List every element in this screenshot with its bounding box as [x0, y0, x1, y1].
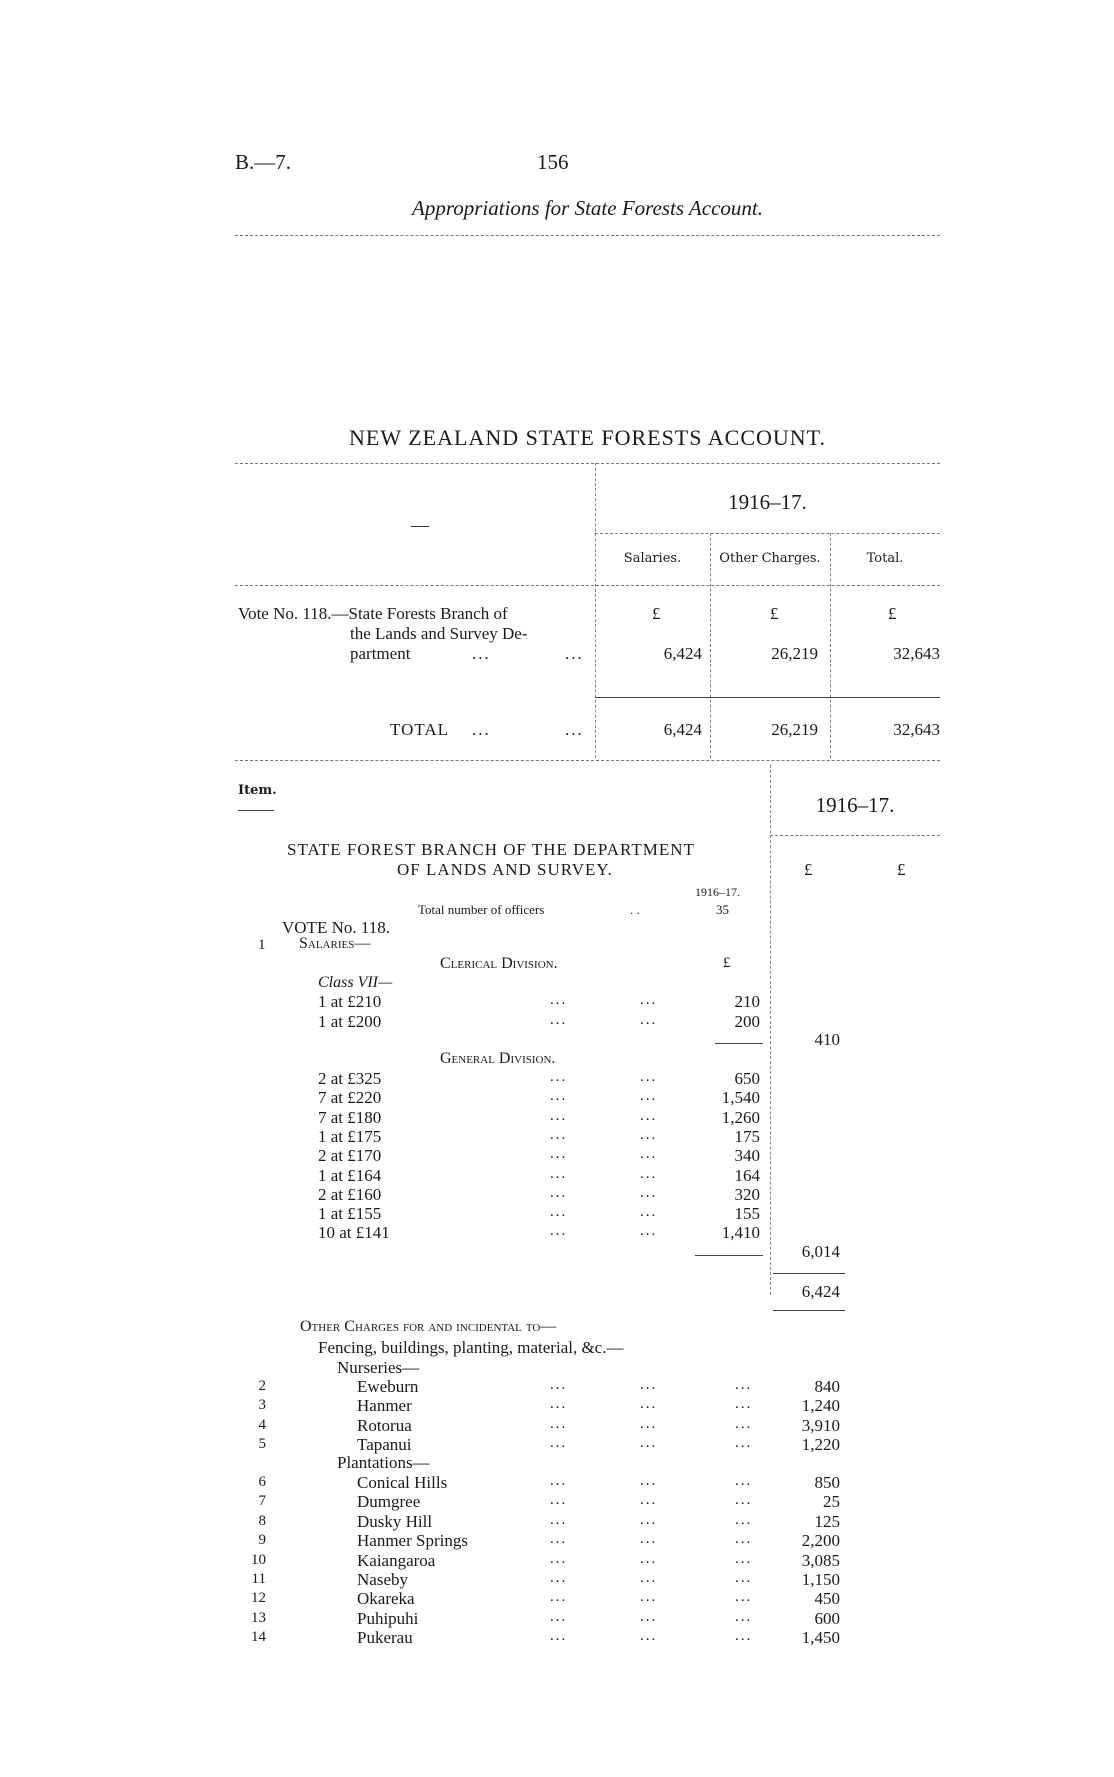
row-leader: ...: [735, 1589, 753, 1605]
currency-total: £: [888, 604, 897, 623]
salary-amount: 164: [734, 1166, 760, 1185]
location-name: Kaiangaroa: [357, 1551, 436, 1570]
total-leader-1: ...: [472, 720, 491, 739]
clerical-division-heading: Clerical Division.: [440, 955, 558, 972]
col-header-total: Total.: [866, 551, 904, 566]
row-leader: ...: [550, 1223, 568, 1239]
detail-currency-1: £: [804, 860, 813, 879]
row-leader: ...: [550, 1204, 568, 1220]
salary-rate-label: 7 at £220: [318, 1088, 382, 1107]
clerical-subtotal: 410: [814, 1030, 840, 1049]
col-header-salaries: Salaries.: [623, 551, 682, 566]
page-title: Appropriations for State Forests Account.: [412, 196, 763, 220]
row-leader: ...: [640, 1570, 658, 1586]
salary-amount: 650: [734, 1069, 760, 1088]
total-label: TOTAL: [390, 720, 450, 739]
summary-col-divider-3: [830, 533, 831, 758]
location-name: Dusky Hill: [357, 1512, 433, 1531]
branch-heading-line-1: STATE FOREST BRANCH OF THE DEPARTMENT: [287, 840, 695, 859]
location-name: Tapanui: [357, 1435, 412, 1454]
total-total: 32,643: [893, 720, 940, 739]
currency-other: £: [770, 604, 779, 623]
row-leader: ...: [550, 1435, 568, 1451]
row-leader: ...: [550, 1012, 568, 1028]
salary-rate-label: 7 at £180: [318, 1108, 382, 1127]
row-leader: ...: [640, 1551, 658, 1567]
currency-salaries: £: [652, 604, 661, 623]
location-name: Hanmer Springs: [357, 1531, 468, 1550]
row-leader: ...: [550, 1166, 568, 1182]
item-number: 9: [258, 1532, 266, 1548]
location-name: Conical Hills: [357, 1473, 448, 1492]
row-leader: ...: [735, 1473, 753, 1489]
row-leader: ...: [550, 1570, 568, 1586]
row-leader: ...: [735, 1628, 753, 1644]
salaries-total: 6,424: [801, 1282, 840, 1301]
row-leader: ...: [640, 1223, 658, 1239]
salary-rate-label: 1 at £155: [318, 1204, 382, 1223]
vote-line-1: Vote No. 118.—State Forests Branch of: [238, 604, 508, 623]
row-leader: ...: [550, 1185, 568, 1201]
item-number: 12: [251, 1590, 266, 1606]
row-leader: ...: [640, 1127, 658, 1143]
item-number: 5: [258, 1436, 266, 1452]
row-leader: ...: [550, 1512, 568, 1528]
row-leader: ...: [640, 1185, 658, 1201]
summary-year: 1916–17.: [728, 490, 807, 514]
row-leader: ...: [735, 1570, 753, 1586]
header-rule: [235, 235, 940, 236]
col-header-other-charges: Other Charges.: [719, 551, 821, 566]
salary-amount: 210: [734, 992, 760, 1011]
vote-salaries: 6,424: [663, 644, 702, 663]
summary-top-rule: [235, 463, 940, 464]
total-other-charges: 26,219: [771, 720, 818, 739]
row-leader: ...: [735, 1416, 753, 1432]
vote-leader-1: ...: [472, 644, 491, 663]
row-leader: ...: [550, 1492, 568, 1508]
salary-rate-label: 2 at £160: [318, 1185, 382, 1204]
row-leader: ...: [640, 1012, 658, 1028]
salary-amount: 1,410: [721, 1223, 760, 1242]
item-number: 10: [251, 1552, 266, 1568]
officers-year: 1916–17.: [695, 885, 740, 899]
location-name: Okareka: [357, 1589, 415, 1608]
row-leader: ...: [640, 1531, 658, 1547]
class-label: Class VII—: [318, 974, 393, 991]
detail-col-divider: [770, 765, 771, 1295]
charge-amount: 1,150: [801, 1570, 840, 1589]
vote-total: 32,643: [893, 644, 940, 663]
charge-amount: 450: [814, 1589, 840, 1608]
row-leader: ...: [550, 1531, 568, 1547]
row-leader: ...: [550, 1108, 568, 1124]
row-leader: ...: [640, 1108, 658, 1124]
salary-rate-label: 1 at £210: [318, 992, 382, 1011]
row-leader: ...: [640, 1377, 658, 1393]
row-leader: ...: [640, 1088, 658, 1104]
fencing-heading: Fencing, buildings, planting, material, &c.—: [318, 1338, 624, 1357]
row-leader: ...: [640, 1512, 658, 1528]
charge-amount: 850: [814, 1473, 840, 1492]
detail-currency-2: £: [897, 860, 906, 879]
salary-rate-label: 1 at £200: [318, 1012, 382, 1031]
row-leader: ...: [640, 1416, 658, 1432]
row-leader: ...: [735, 1609, 753, 1625]
row-leader: ...: [550, 1628, 568, 1644]
row-leader: ...: [550, 992, 568, 1008]
salary-rate-label: 1 at £164: [318, 1166, 382, 1185]
summary-heading: NEW ZEALAND STATE FORESTS ACCOUNT.: [349, 425, 826, 450]
charge-amount: 3,910: [801, 1416, 840, 1435]
row-leader: ...: [550, 1146, 568, 1162]
item-number: 13: [251, 1610, 266, 1626]
row-leader: ...: [640, 1204, 658, 1220]
general-subtotal: 6,014: [801, 1242, 840, 1261]
row-leader: ...: [735, 1396, 753, 1412]
charge-amount: 125: [814, 1512, 840, 1531]
charge-amount: 1,240: [801, 1396, 840, 1415]
row-leader: ...: [550, 1473, 568, 1489]
branch-heading-line-2: OF LANDS AND SURVEY.: [397, 860, 613, 879]
row-leader: ...: [640, 1609, 658, 1625]
vote-line-3: partment: [350, 644, 411, 663]
salary-amount: 175: [734, 1127, 760, 1146]
summary-col-divider-2: [710, 533, 711, 758]
summary-header-rule: [235, 585, 940, 586]
row-leader: ...: [735, 1512, 753, 1528]
row-leader: ...: [640, 1492, 658, 1508]
officers-leader: . .: [630, 902, 640, 917]
row-leader: ...: [735, 1435, 753, 1451]
row-leader: ...: [550, 1069, 568, 1085]
row-leader: ...: [640, 1146, 658, 1162]
summary-bottom-rule: [235, 760, 940, 761]
salaries-total-underline: [773, 1310, 845, 1311]
salary-amount: 1,260: [721, 1108, 760, 1127]
location-name: Hanmer: [357, 1396, 412, 1415]
salary-rate-label: 2 at £325: [318, 1069, 382, 1088]
row-leader: ...: [735, 1377, 753, 1393]
row-leader: ...: [550, 1551, 568, 1567]
location-name: Rotorua: [357, 1416, 412, 1435]
item-number: 11: [251, 1571, 266, 1587]
salary-rate-label: 1 at £175: [318, 1127, 382, 1146]
charge-amount: 3,085: [801, 1551, 840, 1570]
total-leader-2: ...: [565, 720, 584, 739]
row-leader: ...: [640, 1473, 658, 1489]
item-number: 3: [258, 1397, 266, 1413]
detail-year-rule: [770, 835, 940, 836]
row-leader: ...: [735, 1492, 753, 1508]
salary-rate-label: 2 at £170: [318, 1146, 382, 1165]
charge-amount: 840: [814, 1377, 840, 1396]
row-leader: ...: [550, 1609, 568, 1625]
detail-year: 1916–17.: [815, 793, 895, 817]
item-number: 7: [258, 1493, 266, 1509]
location-name: Dumgree: [357, 1492, 421, 1511]
clerical-subtotal-rule: [715, 1043, 763, 1044]
item-label: Item.: [238, 783, 277, 798]
charge-amount: 25: [823, 1492, 840, 1511]
clerical-currency: £: [723, 955, 731, 971]
row-leader: ...: [640, 1396, 658, 1412]
officers-count: 35: [716, 902, 729, 917]
item-underline: [238, 810, 274, 811]
total-rule: [595, 697, 940, 698]
general-subtotal-rule: [695, 1255, 763, 1256]
row-leader: ...: [640, 1628, 658, 1644]
row-leader: ...: [550, 1589, 568, 1605]
salary-amount: 200: [734, 1012, 760, 1031]
vote-other-charges: 26,219: [771, 644, 818, 663]
salaries-label: Salaries—: [299, 935, 371, 952]
salaries-total-rule: [773, 1273, 845, 1274]
total-salaries: 6,424: [663, 720, 702, 739]
salary-amount: 1,540: [721, 1088, 760, 1107]
summary-dash: —: [411, 515, 429, 535]
charge-amount: 1,450: [801, 1628, 840, 1647]
salary-amount: 320: [734, 1185, 760, 1204]
nurseries-heading: Nurseries—: [337, 1358, 420, 1377]
salaries-item-number: 1: [258, 937, 266, 953]
charge-amount: 600: [814, 1609, 840, 1628]
other-charges-heading: Other Charges for and incidental to—: [300, 1318, 557, 1335]
row-leader: ...: [735, 1531, 753, 1547]
row-leader: ...: [550, 1416, 568, 1432]
row-leader: ...: [550, 1088, 568, 1104]
charge-amount: 2,200: [801, 1531, 840, 1550]
salary-rate-label: 10 at £141: [318, 1223, 390, 1242]
row-leader: ...: [640, 1589, 658, 1605]
item-number: 14: [251, 1629, 266, 1645]
officers-label: Total number of officers: [418, 902, 545, 917]
item-number: 2: [258, 1378, 266, 1394]
location-name: Eweburn: [357, 1377, 419, 1396]
location-name: Pukerau: [357, 1628, 413, 1647]
row-leader: ...: [550, 1377, 568, 1393]
general-division-heading: General Division.: [440, 1050, 556, 1067]
location-name: Puhipuhi: [357, 1609, 419, 1628]
charge-amount: 1,220: [801, 1435, 840, 1454]
page-number: 156: [537, 150, 569, 174]
plantations-heading: Plantations—: [337, 1453, 430, 1472]
row-leader: ...: [640, 992, 658, 1008]
page-reference: B.—7.: [235, 150, 292, 174]
row-leader: ...: [550, 1127, 568, 1143]
vote-line-2: the Lands and Survey De-: [350, 624, 528, 643]
location-name: Naseby: [357, 1570, 408, 1589]
item-number: 6: [258, 1474, 266, 1490]
salary-amount: 340: [734, 1146, 760, 1165]
row-leader: ...: [735, 1551, 753, 1567]
summary-year-rule: [595, 533, 940, 534]
vote-leader-2: ...: [565, 644, 584, 663]
row-leader: ...: [640, 1166, 658, 1182]
item-number: 4: [258, 1417, 266, 1433]
row-leader: ...: [550, 1396, 568, 1412]
row-leader: ...: [640, 1069, 658, 1085]
row-leader: ...: [640, 1435, 658, 1451]
item-number: 8: [258, 1513, 266, 1529]
vote-number: VOTE No. 118.: [282, 918, 390, 937]
salary-amount: 155: [734, 1204, 760, 1223]
